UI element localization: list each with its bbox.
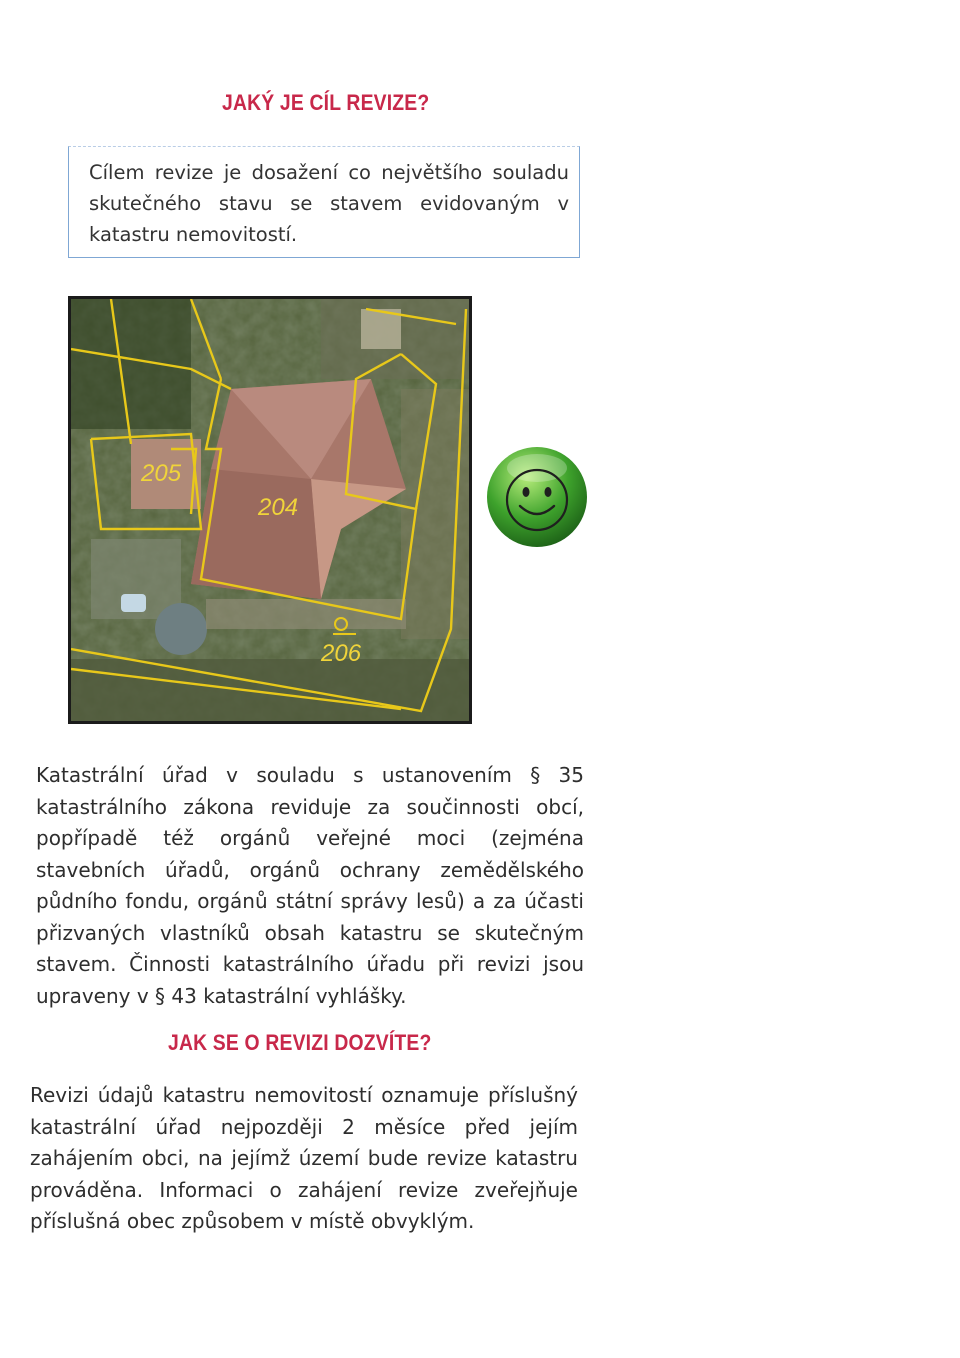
parcel-label-204: 204 bbox=[258, 494, 299, 521]
description-paragraph: Katastrální úřad v souladu s ustanovením § 35 katastrálního zákona reviduje za součinnosti obcí, popřípadě též orgánů veřejné moci (zejména stavebních úřadů, orgánů ochrany zemědělského půdního fondu, orgánů státní správy lesů) a za účasti přizvaných vlastníků obsah katastru se skutečným stavem. Činnosti katastrálního úřadu při revizi jsou upraveny v § 43 katastrální vyhlášky. bbox=[36, 763, 584, 1008]
parcel-label-205: 205 bbox=[141, 460, 182, 487]
goal-text: Cílem revize je dosažení co největšího souladu skutečného stavu se stavem evidovaným v katastru nemovitostí. bbox=[89, 161, 569, 246]
aerial-map-svg bbox=[71, 299, 469, 721]
cadastral-aerial-photo bbox=[68, 296, 472, 724]
notice-paragraph: Revizi údajů katastru nemovitostí oznamuje příslušný katastrální úřad nejpozději 2 měsíce před jejím zahájením obci, na jejímž území bude revize katastru prováděna. Informaci o zahájení revize zveřejňuje příslušná obec způsobem v místě obvyklým. bbox=[30, 1083, 578, 1233]
notice-heading: JAK SE O REVIZI DOZVÍTE? bbox=[168, 1030, 432, 1055]
smiley-face-icon bbox=[484, 444, 590, 550]
parcel-label-206: 206 bbox=[321, 640, 362, 667]
goal-heading: JAKÝ JE CÍL REVIZE? bbox=[222, 90, 430, 115]
goal-box bbox=[68, 146, 580, 258]
